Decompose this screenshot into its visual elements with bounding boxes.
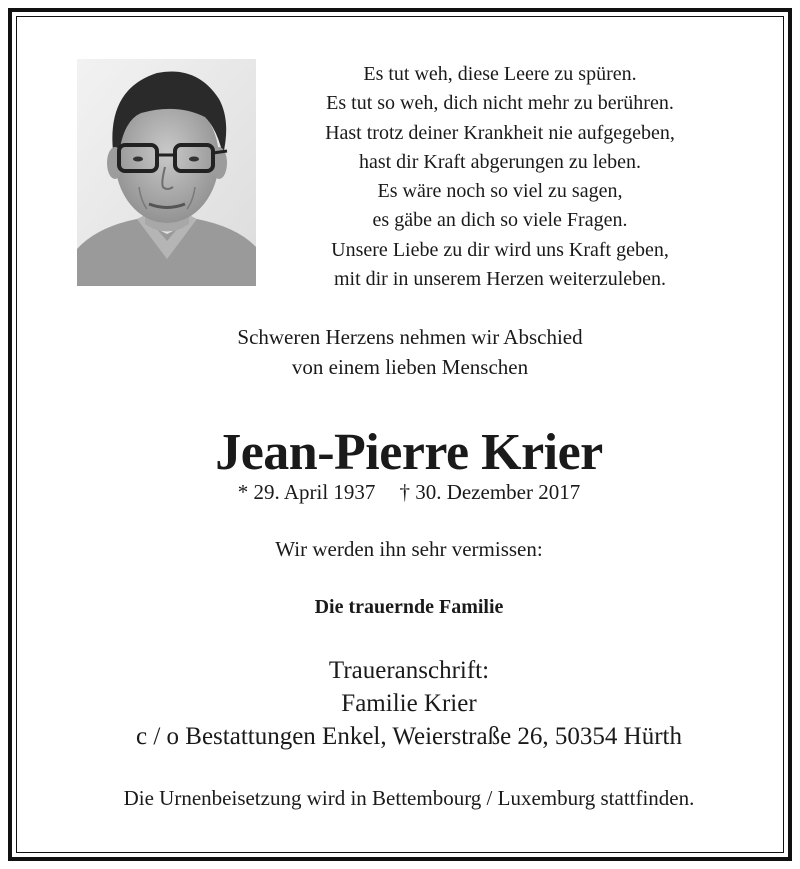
poem-line: Es tut so weh, dich nicht mehr zu berühren. bbox=[326, 92, 674, 115]
poem-line: Es wäre noch so viel zu sagen, bbox=[377, 180, 623, 203]
poem-line: hast dir Kraft abgerungen zu leben. bbox=[358, 150, 642, 173]
intro-line-2: von einem lieben Menschen bbox=[291, 355, 529, 379]
address-name: Familie Krier bbox=[341, 690, 477, 717]
birth-date: * 29. April 1937 bbox=[237, 480, 376, 504]
family-signature: Die trauernde Familie bbox=[314, 596, 504, 618]
burial-notice: Die Urnenbeisetzung wird in Bettembourg / Luxemburg stattfinden. bbox=[123, 786, 695, 810]
death-date: † 30. Dezember 2017 bbox=[399, 480, 581, 504]
deceased-name: Jean-Pierre Krier bbox=[215, 424, 603, 481]
farewell-intro bbox=[100, 322, 720, 382]
closing-text: Wir werden ihn sehr vermissen: bbox=[275, 537, 543, 561]
life-dates bbox=[0, 477, 800, 507]
poem-line: Es tut weh, diese Leere zu spüren. bbox=[363, 63, 637, 85]
poem-line: es gäbe an dich so viele Fragen. bbox=[372, 209, 628, 232]
poem bbox=[270, 60, 730, 294]
mourning-address bbox=[0, 654, 800, 753]
address-label: Traueranschrift: bbox=[328, 657, 490, 684]
poem-line: Hast trotz deiner Krankheit nie aufgegeben, bbox=[325, 121, 675, 144]
intro-line-1: Schweren Herzens nehmen wir Abschied bbox=[237, 325, 583, 349]
address-street: c / o Bestattungen Enkel, Weierstraße 26, 50354 Hürth bbox=[135, 723, 682, 750]
poem-line: mit dir in unserem Herzen weiterzuleben. bbox=[333, 268, 667, 291]
portrait-photo bbox=[77, 59, 256, 286]
poem-line: Unsere Liebe zu dir wird uns Kraft geben, bbox=[331, 238, 669, 261]
